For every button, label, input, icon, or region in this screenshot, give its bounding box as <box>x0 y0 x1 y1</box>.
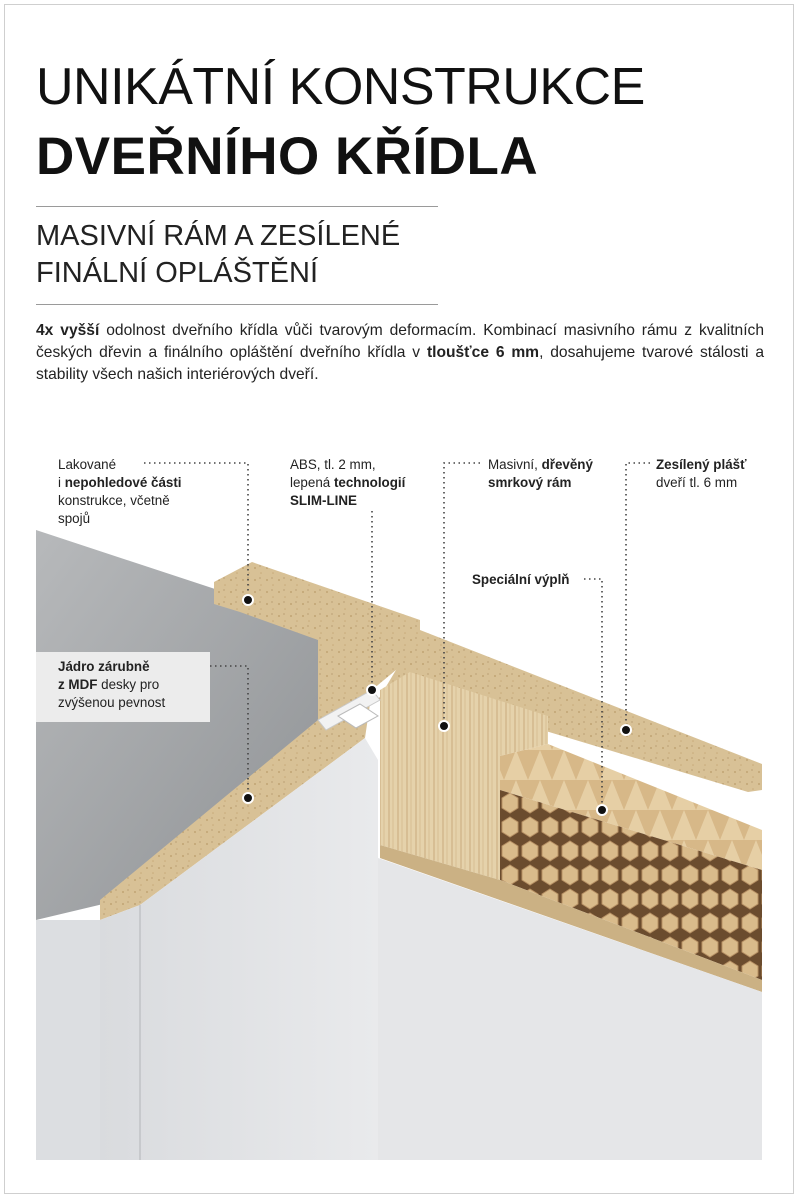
callout-abs-line-1: ABS, tl. 2 mm, <box>290 457 376 472</box>
callout-mdf-line-1 <box>58 658 210 676</box>
intro-bold-2: tloušťce 6 mm <box>426 344 540 361</box>
callout-skin-line-2: dveří tl. 6 mm <box>656 475 738 490</box>
dot-mdf <box>243 793 253 803</box>
callout-skin-line-1 <box>656 456 747 474</box>
callout-mdf-rest: desky pro <box>97 677 160 692</box>
callout-abs-prefix: lepená <box>290 475 334 490</box>
subtitle-line-1: MASIVNÍ RÁM A ZESÍLENÉ <box>36 220 401 252</box>
title-line-1: UNIKÁTNÍ KONSTRUKCE <box>36 58 645 116</box>
dot-frame <box>439 721 449 731</box>
callout-frame-line-1 <box>488 456 593 474</box>
callout-fill <box>472 571 570 589</box>
title-line-2: DVEŘNÍHO KŘÍDLA <box>36 127 539 186</box>
callout-mdf-line-2 <box>58 676 210 694</box>
dot-fill <box>597 805 607 815</box>
leader-skin <box>626 463 650 730</box>
dot-abs <box>367 685 377 695</box>
callout-abs-slimline: SLIM-LINE <box>290 493 357 508</box>
callout-abs <box>290 456 405 510</box>
intro-bold-1: 4x vyšší <box>36 322 100 339</box>
callout-fill-label: Speciální výplň <box>472 572 570 587</box>
callout-lacquered-line-1: Lakované <box>58 457 117 472</box>
callout-abs-bold: technologií <box>333 475 406 490</box>
callout-lacquered <box>58 456 182 528</box>
callout-frame-bold-1: dřevěný <box>541 457 593 472</box>
callout-frame <box>488 456 593 492</box>
callout-mdf-bold-1: Jádro zárubně <box>58 659 150 674</box>
callout-frame-bold-2: smrkový rám <box>488 475 572 490</box>
callout-lacquered-line-4: spojů <box>58 511 91 526</box>
dot-skin <box>621 725 631 735</box>
callout-mdf-line-3: zvýšenou pevnost <box>58 695 166 710</box>
callout-skin-bold: Zesílený plášť <box>656 457 747 472</box>
callout-lacquered-bold: nepohledové části <box>64 475 182 490</box>
subtitle-line-2: FINÁLNÍ OPLÁŠTĚNÍ <box>36 257 319 289</box>
callout-lacquered-line-2 <box>58 474 182 492</box>
callout-abs-line-2 <box>290 474 405 492</box>
callout-frame-line-2 <box>488 474 593 492</box>
callout-abs-line-3 <box>290 492 405 510</box>
callout-mdf-bold-2: z MDF <box>58 677 98 692</box>
callout-skin <box>656 456 747 492</box>
callout-lacquered-prefix: i <box>58 475 65 490</box>
dot-lacquered <box>243 595 253 605</box>
callout-frame-prefix: Masivní, <box>488 457 542 472</box>
callout-mdf <box>36 652 210 722</box>
callout-lacquered-line-3: konstrukce, včetně <box>58 493 170 508</box>
intro-text-1: odolnost dveřního křídla vůči tvarovým deformacím. Kombinací masivního rámu z kvalitních českých dřevin a finálního opláštění dveřního křídla v <box>36 322 764 361</box>
intro-text-2: , dosahujeme tvarové stálosti a stability všech našich interiérových dveří. <box>36 344 764 383</box>
